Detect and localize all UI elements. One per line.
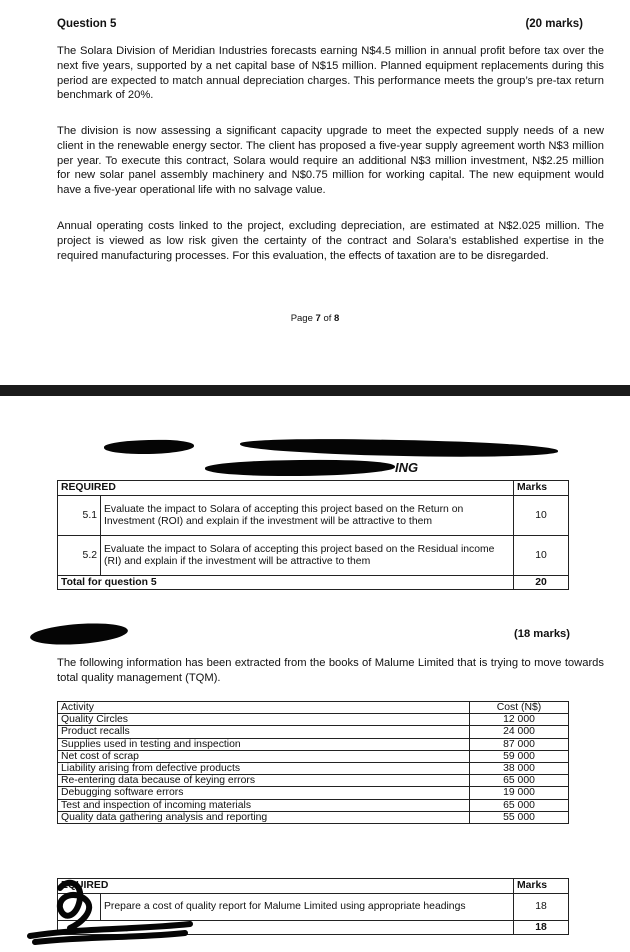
cost-header: Cost (N$) [470, 702, 569, 714]
marks-header: Marks [514, 481, 569, 496]
table-header-row [58, 481, 569, 496]
question-5-marks: (20 marks) [525, 18, 583, 30]
redacted-heading-fragment: ING [395, 460, 419, 475]
paragraph-3: Annual operating costs linked to the project, excluding depreciation, are estimated at N$2.025 million. The project is viewed as low risk given the certainty of the contract and Solara’s established expertise in the required manufacturing processes. For this evaluation, the effects of taxation are to be disregarded. [57, 220, 604, 262]
table-row [58, 811, 569, 823]
total-row [58, 576, 569, 590]
row-text: Prepare a cost of quality report for Malume Limited using appropriate headings [101, 894, 514, 921]
redaction-scribble [205, 458, 395, 477]
required-header: REQUIRED [58, 481, 514, 496]
activity-cell: Product recalls [58, 726, 470, 738]
table-row [58, 714, 569, 726]
activity-cell: Supplies used in testing and inspection [58, 738, 470, 750]
table-row [58, 496, 569, 536]
question-6-intro: The following information has been extracted from the books of Malume Limited that is trying to move towards total quality management (TQM). [57, 657, 604, 684]
cost-cell: 65 000 [470, 799, 569, 811]
table-row [58, 775, 569, 787]
question-5-required-table [57, 480, 569, 590]
table-header-row [58, 702, 569, 714]
total-marks: 20 [514, 576, 569, 590]
question-6-marks: (18 marks) [514, 628, 570, 640]
cost-cell: 24 000 [470, 726, 569, 738]
activity-cell: Net cost of scrap [58, 750, 470, 762]
activity-cell: Liability arising from defective products [58, 763, 470, 775]
redaction-scribble [104, 438, 194, 455]
activity-cell: Re-entering data because of keying errors [58, 775, 470, 787]
activity-cell: Debugging software errors [58, 787, 470, 799]
total-marks: 18 [514, 921, 569, 935]
total-label: Total for question 5 [58, 576, 514, 590]
required-header: EQUIRED [58, 879, 514, 894]
footer-prefix: Page [290, 313, 316, 324]
marks-header: Marks [514, 879, 569, 894]
paragraph-1: The Solara Division of Meridian Industries forecasts earning N$4.5 million in annual profit before tax over the next five years, supported by a net capital base of N$15 million. Planned equipment replacements during this period are expected to match annual depreciation charges. This performance meets the group’s pre-tax return benchmark of 20%. [57, 45, 604, 102]
row-text: Evaluate the impact to Solara of accepting this project based on the Return on Investment (ROI) and explain if the investment will be attractive to them [101, 496, 514, 536]
cost-cell: 38 000 [470, 763, 569, 775]
footer-total-pages: 8 [334, 313, 340, 324]
cost-cell: 87 000 [470, 738, 569, 750]
cost-cell: 59 000 [470, 750, 569, 762]
cost-cell: 65 000 [470, 775, 569, 787]
row-text: Evaluate the impact to Solara of accepting this project based on the Residual income (RI) and explain if the investment will be attractive to them [101, 536, 514, 576]
redaction-scribble [20, 878, 200, 948]
page-7 [0, 0, 630, 385]
row-marks: 10 [514, 496, 569, 536]
page-footer [0, 313, 630, 324]
cost-cell: 19 000 [470, 787, 569, 799]
table-row [58, 738, 569, 750]
redaction-scribble [240, 437, 558, 459]
activity-cell: Quality data gathering analysis and reporting [58, 811, 470, 823]
footer-middle: of [320, 313, 335, 324]
activity-header: Activity [58, 702, 470, 714]
page-divider [0, 385, 630, 396]
quality-cost-table [57, 701, 569, 824]
cost-cell: 12 000 [470, 714, 569, 726]
activity-cell: Test and inspection of incoming materials [58, 799, 470, 811]
row-number: 5.2 [58, 536, 101, 576]
footer-current-page: 7 [315, 313, 321, 324]
table-row [58, 750, 569, 762]
activity-cell: Quality Circles [58, 714, 470, 726]
question-5-title: Question 5 [57, 18, 117, 30]
table-row [58, 536, 569, 576]
row-marks: 10 [514, 536, 569, 576]
row-marks: 18 [514, 894, 569, 921]
paragraph-2: The division is now assessing a significant capacity upgrade to meet the expected supply needs of a new client in the renewable energy sector. The client has proposed a five-year supply agreement worth N$3 million per year. To execute this contract, Solara would require an additional N$3 million investment, N$2.25 million for new solar panel assembly machinery and N$0.75 million for working capital. The new equipment would have a five-year operational life with no salvage value. [57, 125, 604, 197]
row-number: 5.1 [58, 496, 101, 536]
table-row [58, 799, 569, 811]
table-row [58, 726, 569, 738]
cost-cell: 55 000 [470, 811, 569, 823]
redaction-scribble [29, 621, 128, 648]
table-row [58, 763, 569, 775]
table-row [58, 787, 569, 799]
